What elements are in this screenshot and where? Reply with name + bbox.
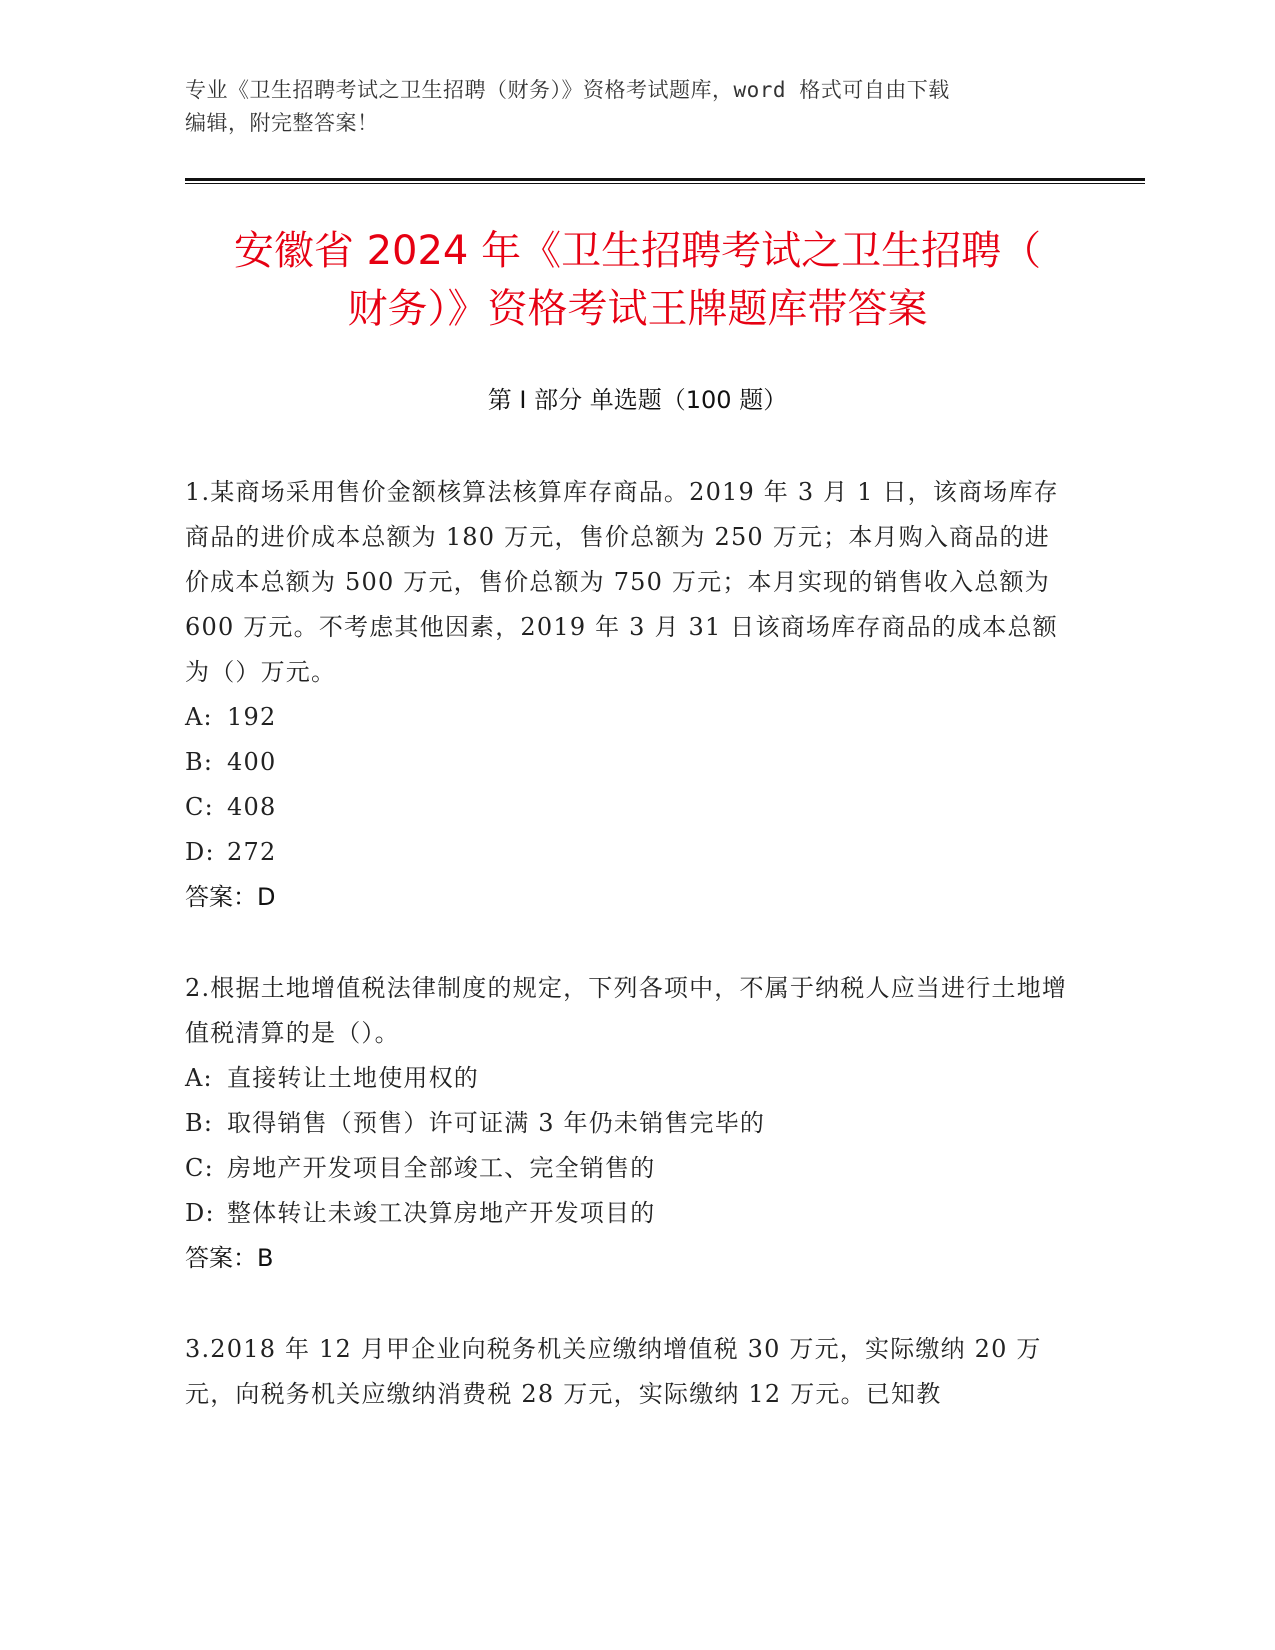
header-divider-thin [185,183,1145,184]
question-text: 2.根据土地增值税法律制度的规定，下列各项中，不属于纳税人应当进行土地增值税清算的是（）。 [185,974,1068,1047]
header-note-line-2: 编辑，附完整答案！ [185,111,379,135]
option-b [185,1101,1075,1146]
option-text: 取得销售（预售）许可证满 3 年仍未销售完毕的 [227,1109,766,1137]
option-a [185,1056,1075,1101]
question-3 [185,1327,1075,1417]
option-d [185,1191,1075,1236]
option-b [185,740,1075,785]
question-2 [185,966,1075,1281]
option-text: 整体转让未竣工决算房地产开发项目的 [227,1199,656,1227]
option-key: B: [185,1109,214,1137]
answer-label: 答案：D [185,883,276,911]
header-note [185,74,1085,140]
document-title [160,222,1115,338]
option-key: B: [185,748,214,776]
option-text: 直接转让土地使用权的 [227,1064,479,1092]
question-text: 3.2018 年 12 月甲企业向税务机关应缴纳增值税 30 万元，实际缴纳 20 万元，向税务机关应缴纳消费税 28 万元，实际缴纳 12 万元。已知教 [185,1335,1042,1408]
question-list [185,470,1075,1463]
document-title-line-1: 安徽省 2024 年《卫生招聘考试之卫生招聘（ [233,228,1042,274]
header-note-line-1: 专业《卫生招聘考试之卫生招聘（财务）》资格考试题库，word 格式可自由下载 [185,78,950,102]
option-a [185,695,1075,740]
option-key: A: [185,1064,213,1092]
answer-label: 答案：B [185,1244,274,1272]
option-text: 408 [227,793,277,821]
option-d [185,830,1075,875]
option-c [185,1146,1075,1191]
question-text: 1.某商场采用售价金额核算法核算库存商品。2019 年 3 月 1 日，该商场库存商品的进价成本总额为 180 万元，售价总额为 250 万元；本月购入商品的进价成本总额为 500 万元，售价总额为 750 万元；本月实现的销售收入总额为 600 万元。不考虑其他因素，2019 年 3 月 31 日该商场库存商品的成本总额为（）万元。 [185,478,1059,686]
option-text: 400 [227,748,277,776]
option-key: A: [185,703,213,731]
section-title: 第 I 部分 单选题（100 题） [487,386,788,414]
question-1 [185,470,1075,920]
document-title-line-2: 财务）》资格考试王牌题库带答案 [347,286,928,332]
option-key: C: [185,793,214,821]
option-text: 272 [227,838,277,866]
header-divider-thick [185,178,1145,181]
option-key: C: [185,1154,214,1182]
option-text: 192 [227,703,277,731]
option-key: D: [185,838,215,866]
option-key: D: [185,1199,215,1227]
option-text: 房地产开发项目全部竣工、完全销售的 [227,1154,656,1182]
option-c [185,785,1075,830]
